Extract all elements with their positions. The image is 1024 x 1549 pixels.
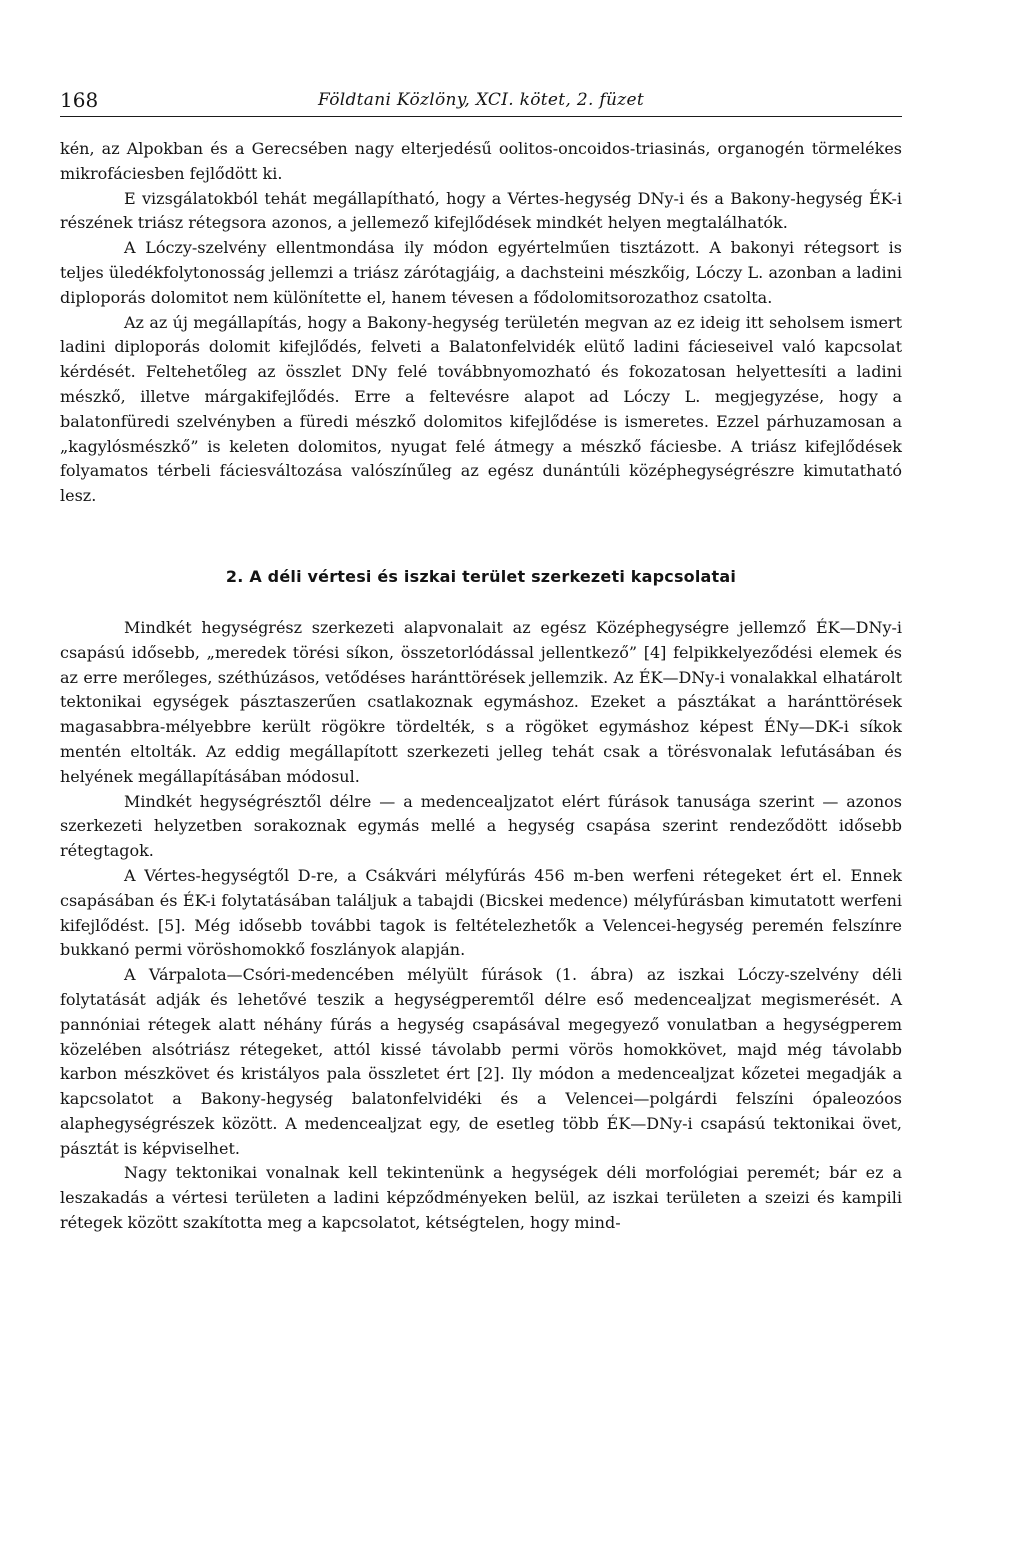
paragraph: A Vértes-hegységtől D-re, a Csákvári mélyfúrás 456 m-ben werfeni rétegeket ért el. Ennek csapásában és ÉK-i folytatásában találjuk a tabajdi (Bicskei medence) mélyfúrásban kimutatott werfeni kifejlődést. [5]. Még idősebb további tagok is feltételezhetők a Velencei-hegység peremén felszínre bukkanó permi vöröshomokkő foszlányok alapján. [60, 865, 902, 960]
paragraph: A Lóczy-szelvény ellentmondása ily módon egyértelműen tisztázott. A bakonyi rétegsort is teljes üledékfolytonosság jellemzi a triász zárótagjáig, a dachsteini mészkőig, Lóczy L. azonban a ladini diploporás dolomitot nem különítette el, hanem tévesen a fődolomitsorozathoz csatolta. [60, 238, 902, 307]
page-number: 168 [60, 88, 99, 112]
running-head [60, 82, 902, 117]
paragraph: A Várpalota—Csóri-medencében mélyült fúrások (1. ábra) az iszkai Lóczy-szelvény déli folytatását adják és lehetővé teszik a hegységperemtől délre eső medencealjzat megismerését. A pannóniai rétegek alatt néhány fúrás a hegység csapásával megegyező vonulatban a hegységperem közelében alsótriász rétegeket, attól kissé távolabb permi vörös homokkövet, majd még távolabb karbon mészkövet és kristályos pala összletet ért [2]. Ily módon a medencealjzat kőzetei megadják a kapcsolatot a Bakony-hegység balatonfelvidéki és a Velencei—polgárdi felszíni ópaleozóos alaphegységrészek között. A medencealjzat egy, de esetleg több ÉK—DNy-i csapású tektonikai övet, pásztát is képviselhet. [60, 965, 902, 1158]
paragraph: Nagy tektonikai vonalnak kell tekintenünk a hegységek déli morfológiai peremét; bár ez a leszakadás a vértesi területen a ladini képződményeken belül, az iszkai területen a szeizi és kampili rétegek között szakította meg a kapcsolatot, kétségtelen, hogy mind- [60, 1163, 902, 1233]
paragraph: Mindkét hegységrésztől délre — a medencealjzatot elért fúrások tanusága szerint — azonos szerkezeti helyzetben sorakoznak egymás mellé a hegység csapása szerint rendeződött idősebb rétegtagok. [60, 791, 902, 861]
article-body [60, 137, 902, 1236]
paragraph: Mindkét hegységrész szerkezeti alapvonalait az egész Középhegységre jellemző ÉK—DNy-i csapású idősebb, „meredek törési síkon, összetorlódással jellentkező” [4] felpikkelyeződési elemek és az erre merőleges, széthúzásos, vetődéses haránttörések jellemzik. Az ÉK—DNy-i vonalakkal elhatárolt tektonikai egységek pásztaszerűen csatlakoznak egymáshoz. Ezeket a pásztákat a haránttörések magasabbra-mélyebbre került rögökre tördelték, s a rögöket egymáshoz képest ÉNy—DK-i síkok mentén eltolták. Az eddig megállapított szerkezeti jelleg tehát csak a törésvonalak lefutásában és helyének megállapításában módosul. [60, 617, 902, 786]
page [60, 82, 902, 1236]
section-heading [60, 567, 902, 586]
section-title: A déli vértesi és iszkai terület szerkezeti kapcsolatai [249, 566, 737, 586]
section-number: 2. [225, 566, 244, 586]
paragraph-continuation: kén, az Alpokban és a Gerecsében nagy elterjedésű oolitos-oncoidos-triasinás, organogén törmelékes mikrofáciesben fejlődött ki. [60, 139, 902, 183]
paragraph: E vizsgálatokból tehát megállapítható, hogy a Vértes-hegység DNy-i és a Bakony-hegység ÉK-i részének triász rétegsora azonos, a jellemező kifejlődések mindkét helyen megtalálhatók. [60, 188, 902, 233]
journal-title: Földtani Közlöny, XCI. kötet, 2. füzet [318, 90, 644, 110]
paragraph: Az az új megállapítás, hogy a Bakony-hegység területén megvan az ez ideig itt seholsem ismert ladini diploporás dolomit kifejlődés, felveti a Balatonfelvidék elütő ladini fácieseivel való kapcsolat kérdését. Feltehetőleg az összlet DNy felé továbbnyomozható és fokozatosan helyettesíti a ladini mészkő, illetve márgakifejlődés. Erre a feltevésre alapot ad Lóczy L. megjegyzése, hogy a balatonfüredi szelvényben a füredi mészkő dolomitos kifejlődése is ismeretes. Ezzel párhuzamosan a „kagylósmészkő” is keleten dolomitos, nyugat felé átmegy a mészkő fáciesbe. A triász kifejlődések folyamatos térbeli fáciesváltozása valószínűleg az egész dunántúli középhegységrészre kimutatható lesz. [60, 312, 902, 506]
